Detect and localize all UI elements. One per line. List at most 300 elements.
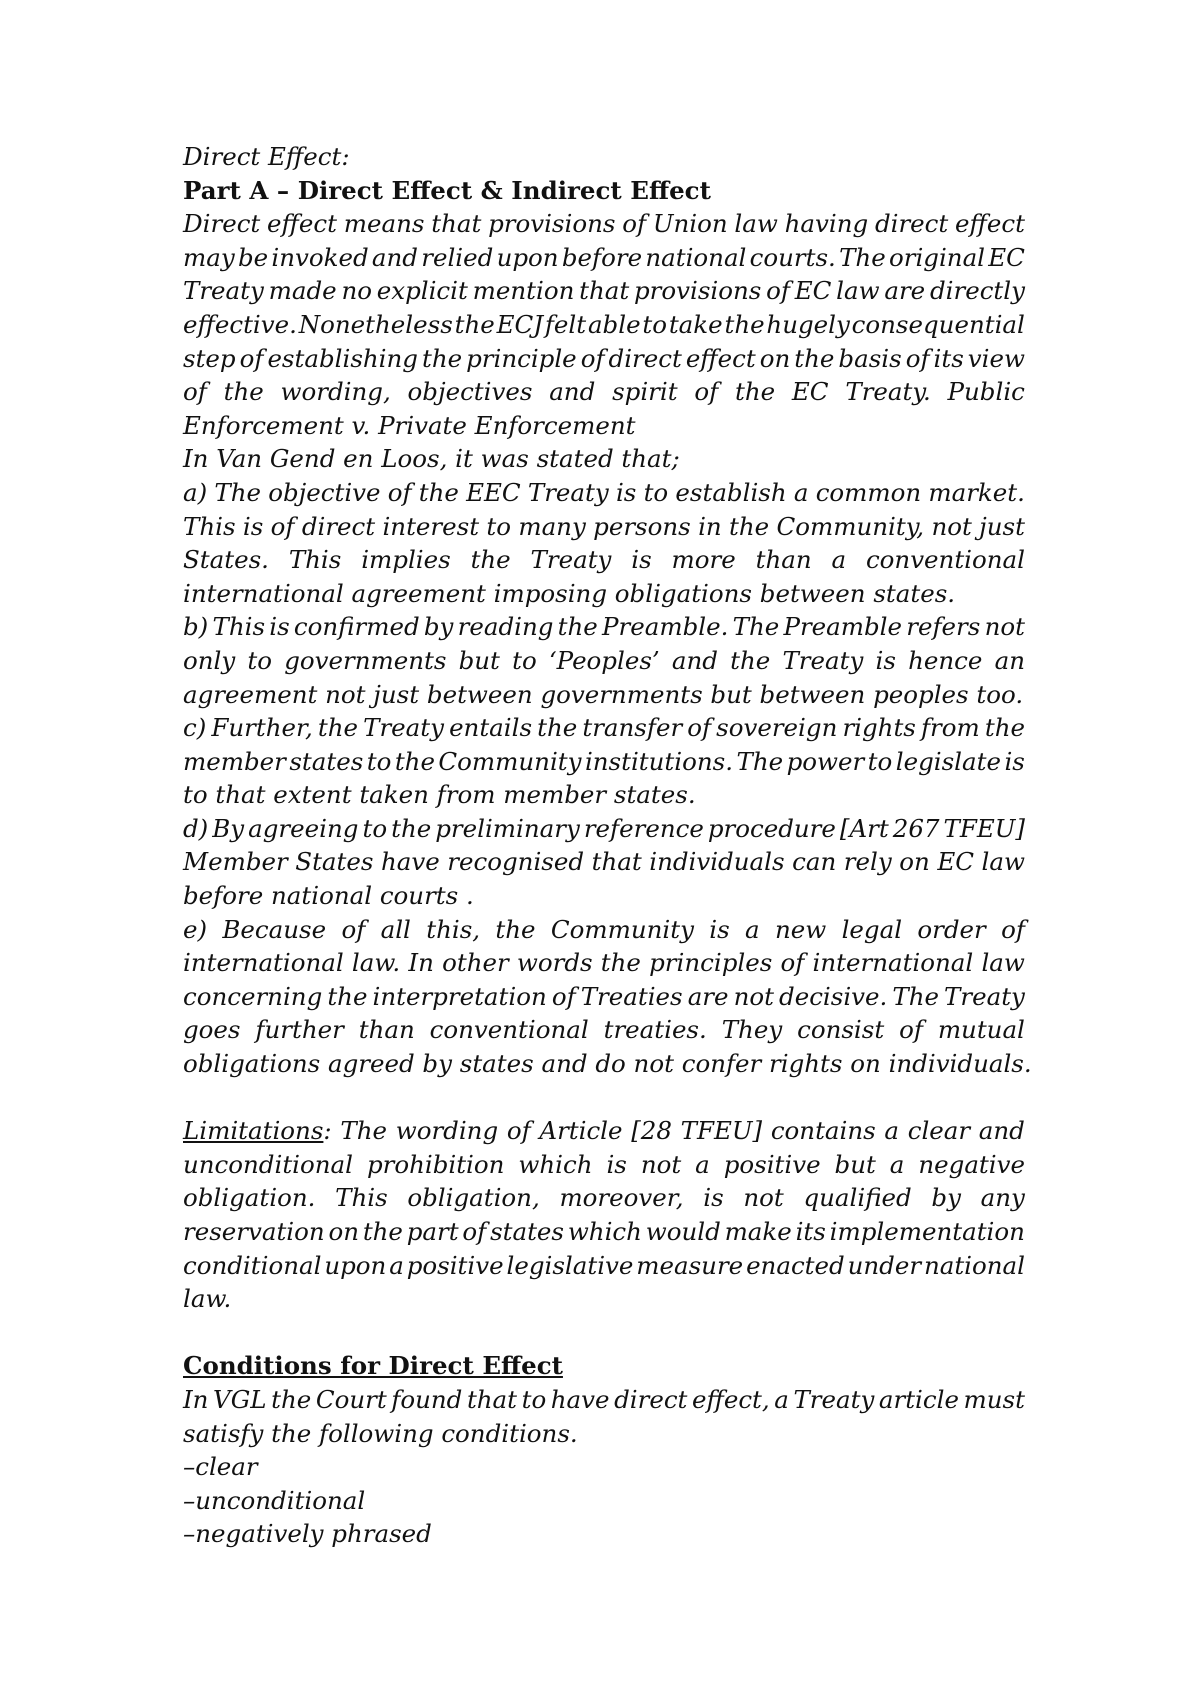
word: a: [831, 545, 847, 575]
word: the: [454, 309, 495, 339]
word: that: [579, 276, 630, 306]
word: [Art: [839, 813, 889, 843]
text-line: Enforcement v. Private Enforcement: [183, 410, 636, 440]
word: obligation.: [183, 1183, 316, 1213]
word: recognised: [447, 847, 585, 877]
word: that: [591, 847, 642, 877]
word: be: [237, 242, 269, 272]
word: new: [774, 914, 827, 944]
word: entails: [449, 713, 533, 743]
word: states: [289, 746, 364, 776]
word: of: [462, 1217, 487, 1246]
word: direct: [614, 1384, 688, 1414]
word: transfer: [582, 713, 683, 743]
text-line: obligations agreed by states and do not confer rights on individuals.: [183, 1049, 1032, 1079]
word: make: [724, 1217, 792, 1246]
text-line: [183, 812, 1025, 846]
word: effect: [955, 209, 1025, 239]
word: the: [418, 477, 459, 507]
word: of: [341, 914, 366, 944]
word: can: [792, 847, 837, 877]
word: of: [183, 377, 207, 407]
word: original: [888, 242, 986, 272]
word: able: [587, 309, 641, 339]
word: of: [270, 511, 295, 541]
limitations-label: Limitations: [183, 1116, 324, 1146]
word: VGL: [213, 1384, 267, 1414]
word: By: [212, 813, 245, 843]
word: qualified: [803, 1183, 912, 1213]
van-gend-points: [183, 476, 1032, 1081]
word: of: [687, 713, 712, 743]
word: institutions.: [584, 746, 734, 776]
word: spirit: [612, 377, 678, 407]
word: [28: [631, 1116, 672, 1146]
conditions-paragraph: [183, 1383, 1025, 1551]
word: which: [518, 1149, 593, 1179]
word: words: [516, 948, 593, 978]
text-line: [183, 476, 1025, 510]
word: states: [490, 1217, 565, 1246]
word: further: [255, 1015, 344, 1045]
word: positive: [723, 1149, 821, 1179]
word: obligation,: [407, 1183, 540, 1213]
text-line: [183, 375, 1025, 409]
word: no: [341, 276, 372, 306]
word: must: [963, 1384, 1025, 1414]
word: the: [391, 813, 432, 843]
word: a: [793, 477, 809, 507]
word: EC: [988, 242, 1025, 272]
word: Preamble: [783, 612, 903, 642]
word: interest: [382, 511, 480, 541]
word: The: [340, 1116, 388, 1146]
text-line: [183, 241, 1025, 275]
word: prohibition: [366, 1149, 505, 1179]
word: a: [389, 1250, 404, 1280]
word: made: [268, 276, 337, 306]
word: Preamble.: [602, 612, 729, 642]
word: Because: [222, 914, 327, 944]
word: and: [671, 645, 718, 675]
word: many: [518, 511, 586, 541]
word: invoked: [271, 242, 369, 272]
word: In: [408, 948, 434, 978]
word: Community: [438, 746, 582, 776]
word: The: [892, 981, 939, 1011]
word: step: [183, 343, 236, 373]
word: sovereign: [716, 713, 838, 743]
text-line: law.: [183, 1284, 232, 1314]
text-line: [183, 946, 1025, 980]
word: just: [979, 511, 1025, 541]
word: and: [978, 1116, 1025, 1146]
word: of: [1001, 914, 1025, 944]
word: on: [759, 343, 791, 373]
word: establish: [675, 477, 787, 507]
word: establishing: [267, 343, 418, 373]
word: to: [362, 813, 388, 843]
word: individuals: [649, 847, 785, 877]
word: to: [247, 645, 273, 675]
text-line: [183, 1383, 1025, 1417]
word: reading: [457, 612, 554, 642]
word: negative: [918, 1149, 1025, 1179]
word: of: [580, 343, 605, 373]
text-line: [183, 1215, 1025, 1249]
word: effect: [685, 343, 756, 373]
word: agreeing: [248, 813, 359, 843]
word: Treaty: [183, 276, 264, 306]
word: implementation: [829, 1217, 1025, 1246]
word: of: [387, 477, 412, 507]
word: order: [917, 914, 986, 944]
word: Further,: [211, 713, 313, 743]
word: principle: [466, 343, 577, 373]
text-line: [183, 711, 1025, 745]
word: the: [730, 645, 771, 675]
word: on: [328, 1217, 359, 1246]
word: Direct: [183, 209, 261, 239]
word: is: [242, 511, 264, 541]
word: 267: [892, 813, 940, 843]
word: international: [183, 948, 344, 978]
word: courts.: [749, 242, 836, 272]
word: from: [920, 713, 980, 743]
word: rights: [842, 713, 916, 743]
text-line: [183, 745, 1025, 779]
word: is: [631, 545, 652, 575]
word: Community: [550, 914, 694, 944]
word: Union: [652, 209, 728, 239]
word: EC: [794, 276, 832, 306]
word: found: [391, 1384, 463, 1414]
word: only: [183, 645, 236, 675]
word: reservation: [183, 1217, 325, 1246]
word: wording,: [280, 377, 391, 407]
text-line: [183, 1148, 1025, 1182]
word: the: [729, 511, 770, 541]
word: preliminary: [435, 813, 580, 843]
text-line: [183, 510, 1025, 544]
word: hence: [908, 645, 983, 675]
word: and: [371, 242, 418, 272]
word: the: [470, 545, 511, 575]
word: Community,: [776, 511, 925, 541]
word: objectives: [407, 377, 533, 407]
word: a: [889, 1149, 905, 1179]
word: view: [967, 343, 1025, 373]
text-line: agreement not just between governments but between peoples too.: [183, 679, 1024, 709]
word: Treaty: [530, 545, 612, 575]
word: concerning: [183, 981, 323, 1011]
word: legislative: [506, 1250, 634, 1280]
word: of: [780, 948, 805, 978]
word: the: [724, 309, 765, 339]
word: to: [642, 309, 667, 339]
word: directly: [929, 276, 1025, 306]
word: is: [703, 1183, 724, 1213]
word: part: [406, 1217, 459, 1246]
word: They: [721, 1015, 783, 1045]
word: TFEU]: [680, 1116, 763, 1146]
word: unconditional: [183, 1149, 353, 1179]
word: principles: [649, 948, 773, 978]
word: than: [755, 545, 812, 575]
word: in: [698, 511, 722, 541]
word: wording: [395, 1116, 499, 1146]
word: Treaty: [782, 645, 864, 675]
word: by: [931, 1183, 961, 1213]
word: measure: [636, 1250, 744, 1280]
word: positive: [406, 1250, 504, 1280]
word: law: [981, 948, 1025, 978]
word: not: [733, 981, 774, 1011]
text-line: [183, 1114, 1025, 1148]
word: upon: [496, 242, 559, 272]
word: moreover,: [559, 1183, 684, 1213]
word: EC: [791, 377, 829, 407]
word: Public: [947, 377, 1025, 407]
word: are: [687, 981, 729, 1011]
word: the: [495, 914, 536, 944]
word: of: [766, 276, 790, 306]
word: the: [317, 713, 359, 743]
word: is: [269, 612, 290, 642]
word: that: [431, 209, 482, 239]
word: market.: [928, 477, 1025, 507]
word: persons: [593, 511, 691, 541]
word: States.: [183, 545, 269, 575]
document-title: Direct Effect:: [183, 142, 350, 171]
word: law: [734, 209, 778, 239]
word: upon: [324, 1250, 387, 1280]
word: Treaty.: [845, 377, 931, 407]
word: governments: [284, 645, 447, 675]
word: that: [466, 1384, 518, 1414]
word: goes: [183, 1015, 241, 1045]
condition-item: –unconditional: [183, 1485, 366, 1515]
word: decisive.: [779, 981, 888, 1011]
word: In: [183, 1384, 209, 1414]
paragraph-gap: [183, 1316, 1025, 1350]
word: EEC: [466, 477, 521, 507]
word: by: [423, 612, 454, 642]
word: relied: [421, 242, 494, 272]
word: a): [183, 477, 208, 507]
word: on: [899, 847, 930, 877]
word: Treaty: [527, 477, 609, 507]
text-line: [183, 1181, 1025, 1215]
word: EC: [937, 847, 974, 877]
word: conventional: [865, 545, 1025, 575]
word: not: [743, 1183, 784, 1213]
word: direct: [301, 511, 376, 541]
word: all: [380, 914, 411, 944]
word: common: [815, 477, 922, 507]
word: law: [981, 847, 1025, 877]
word: Limitations:: [183, 1114, 332, 1148]
word: basis: [838, 343, 902, 373]
text-line: [183, 207, 1025, 241]
word: the: [271, 1384, 312, 1414]
word: This: [335, 1183, 388, 1213]
word: not: [931, 511, 972, 541]
word: the: [362, 1217, 403, 1246]
word: ECJ: [496, 309, 544, 339]
text-line: [183, 610, 1025, 644]
word: power: [786, 746, 865, 776]
word: objective: [268, 477, 381, 507]
word: the: [537, 713, 578, 743]
word: is: [709, 914, 730, 944]
text-line: [183, 342, 1025, 376]
text-line: before national courts .: [183, 881, 474, 911]
condition-item: –clear: [183, 1452, 258, 1482]
word: reference: [583, 813, 704, 843]
text-line: [183, 980, 1025, 1014]
word: may: [183, 242, 235, 272]
word: other: [442, 948, 509, 978]
word: Nonetheless: [298, 309, 453, 339]
word: its: [933, 343, 964, 373]
word: hugely: [766, 309, 850, 339]
text-line: [183, 1013, 1025, 1047]
word: mention: [472, 276, 575, 306]
word: legal: [841, 914, 903, 944]
word: The: [214, 477, 262, 507]
document-page: [183, 140, 1032, 1551]
intro-paragraph: [183, 207, 1025, 476]
word: the: [223, 377, 264, 407]
word: take: [668, 309, 723, 339]
word: Article: [539, 1116, 623, 1146]
word: are: [884, 276, 926, 306]
word: The: [732, 612, 780, 642]
word: international: [812, 948, 974, 978]
word: of: [694, 377, 719, 407]
word: rely: [843, 847, 892, 877]
word: of: [551, 981, 576, 1011]
word: not: [984, 612, 1025, 642]
word: TFEU]: [943, 813, 1025, 843]
text-line: In Van Gend en Loos, it was stated that;: [183, 444, 680, 474]
word: to: [643, 477, 669, 507]
word: any: [980, 1183, 1025, 1213]
word: procedure: [707, 813, 836, 843]
word: a: [884, 1116, 900, 1146]
word: to: [512, 645, 537, 675]
word: implies: [361, 545, 451, 575]
word: is: [606, 1149, 627, 1179]
word: refers: [906, 612, 981, 642]
word: the: [735, 377, 776, 407]
word: but: [458, 645, 500, 675]
word: is: [875, 645, 896, 675]
word: have: [550, 1384, 610, 1414]
word: provisions: [634, 276, 762, 306]
word: States: [295, 847, 374, 877]
word: under: [847, 1250, 922, 1280]
text-line: [183, 913, 1025, 947]
word: interpretation: [372, 981, 547, 1011]
word: d): [183, 813, 209, 843]
word: the: [557, 612, 598, 642]
word: enacted: [746, 1250, 845, 1280]
word: to: [486, 511, 511, 541]
word: the: [327, 981, 368, 1011]
word: member: [183, 746, 286, 776]
word: national: [923, 1250, 1025, 1280]
word: an: [994, 645, 1025, 675]
word: ‘Peoples’: [548, 645, 660, 675]
word: The: [736, 746, 784, 776]
word: than: [358, 1015, 415, 1045]
word: a: [774, 1384, 789, 1414]
condition-item: –negatively phrased: [183, 1519, 432, 1549]
word: direct: [874, 209, 949, 239]
word: Treaty: [363, 713, 444, 743]
word: the: [794, 343, 835, 373]
word: of: [899, 1015, 923, 1045]
word: felt: [544, 309, 587, 339]
word: the: [600, 948, 641, 978]
word: Treaties: [580, 981, 683, 1011]
word: of: [239, 343, 264, 373]
text-line: international agreement imposing obligations between states.: [183, 578, 956, 608]
word: of: [622, 209, 647, 239]
word: c): [183, 713, 207, 743]
text-line: [183, 308, 1025, 342]
word: national: [645, 242, 747, 272]
text-line: [183, 644, 1025, 678]
word: legislate: [895, 746, 1001, 776]
word: to: [521, 1384, 547, 1414]
word: conditional: [183, 1250, 322, 1280]
word: of: [506, 1116, 531, 1146]
word: before: [561, 242, 643, 272]
word: The: [839, 242, 886, 272]
text-line: [183, 845, 1025, 879]
word: to: [867, 746, 893, 776]
word: e): [183, 914, 208, 944]
word: the: [984, 713, 1025, 743]
word: article: [878, 1384, 959, 1414]
word: This: [183, 511, 236, 541]
conditions-heading: Conditions for Direct Effect: [183, 1351, 563, 1381]
text-line: to that extent taken from member states.: [183, 780, 696, 810]
word: not: [640, 1149, 682, 1179]
word: the: [394, 746, 435, 776]
word: is: [615, 477, 637, 507]
word: having: [784, 209, 869, 239]
word: a: [745, 914, 760, 944]
word: confirmed: [293, 612, 420, 642]
word: would: [645, 1217, 721, 1246]
word: Member: [183, 847, 288, 877]
text-line: satisfy the following conditions.: [183, 1418, 578, 1448]
word: conventional: [429, 1015, 589, 1045]
word: Treaty: [944, 981, 1025, 1011]
text-line: [183, 543, 1025, 577]
word: which: [567, 1217, 642, 1246]
word: effect,: [691, 1384, 770, 1414]
word: means: [343, 209, 425, 239]
word: This: [288, 545, 342, 575]
word: a: [695, 1149, 710, 1179]
word: consequential: [851, 309, 1025, 339]
word: but: [834, 1149, 876, 1179]
